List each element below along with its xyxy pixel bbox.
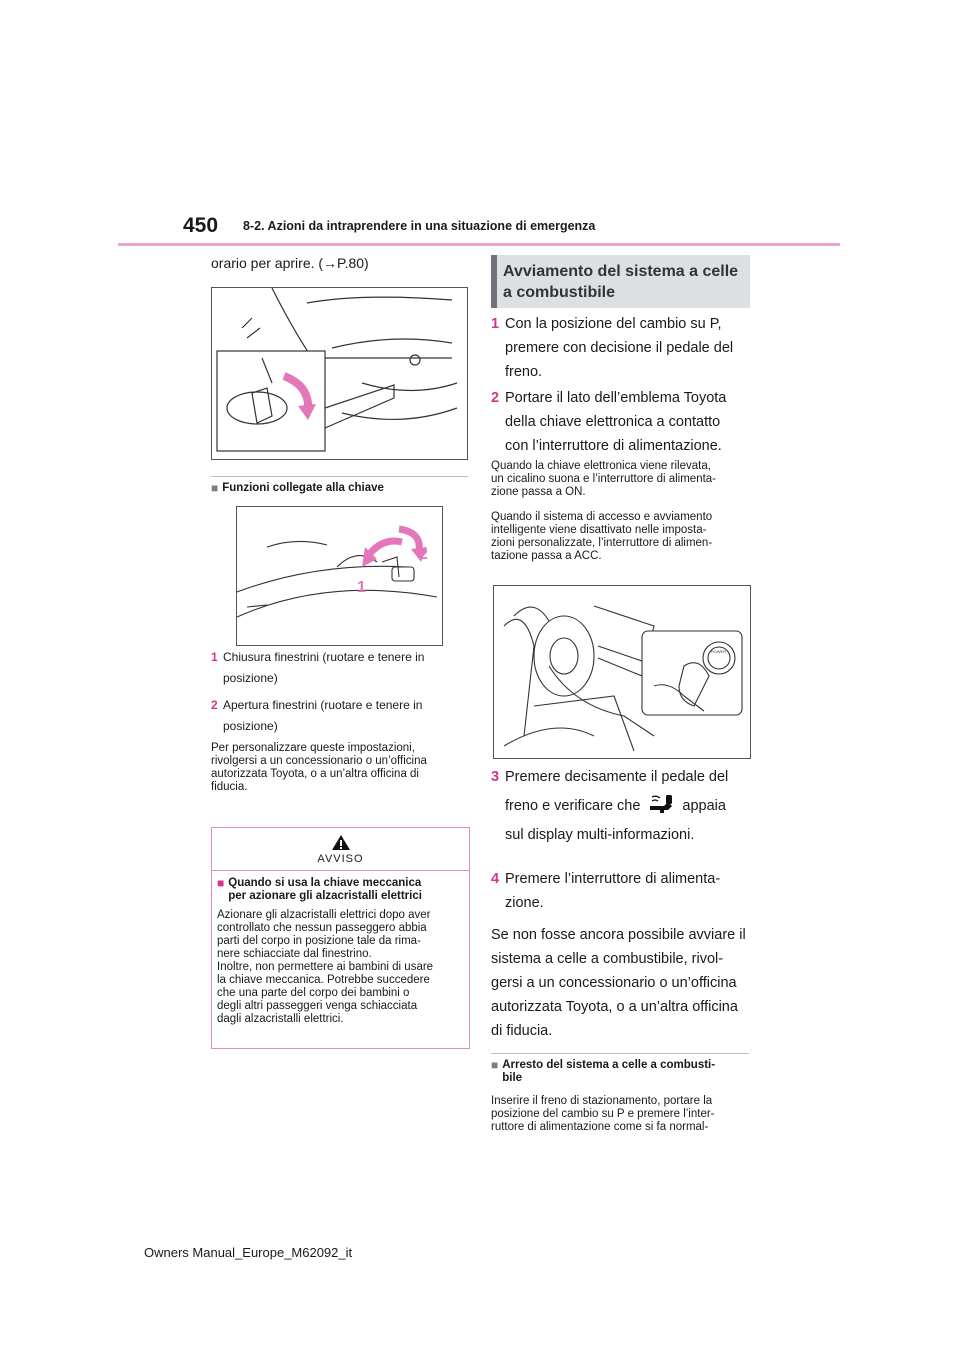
step-line: Premere decisamente il pedale del: [505, 769, 729, 785]
warning-triangle-icon: [331, 834, 351, 851]
warning-line: Azionare gli alzacristalli elettrici dopo aver: [217, 909, 431, 921]
step-text: freno e verificare che: [505, 798, 641, 814]
note-line: autorizzata Toyota, o a un’altra officina di: [211, 768, 419, 780]
banner-bar: [491, 255, 497, 308]
square-bullet-icon: ■: [211, 481, 219, 495]
warning-box: [211, 827, 470, 1049]
list-text: posizione): [223, 719, 278, 733]
step-line: della chiave elettronica a contatto: [505, 414, 721, 430]
power-switch-drawing: [494, 586, 750, 758]
step-line: [505, 789, 728, 823]
footer-text: Owners Manual_Europe_M62092_it: [144, 1245, 353, 1260]
step-number: 1: [491, 316, 500, 332]
warning-title: AVVISO: [317, 852, 364, 865]
list-text: Apertura finestrini (ruotare e tenere in: [223, 698, 423, 712]
warning-line: parti del corpo in posizione tale da rima-: [217, 935, 421, 947]
step-line: premere con decisione il pedale del: [505, 340, 734, 356]
rear-door-keyhole-drawing: [212, 288, 467, 459]
list-item: [211, 647, 424, 689]
note-line: un cicalino suona e l’interruttore di alimenta-: [491, 473, 717, 485]
list-text: posizione): [223, 671, 278, 685]
paragraph-line: gersi a un concessionario o un’officina: [491, 975, 737, 991]
step-3: [491, 765, 728, 847]
warning-body: [212, 871, 469, 1026]
banner-line: Avviamento del sistema a celle: [503, 263, 739, 280]
step-2: [491, 386, 726, 458]
warning-line: controllato che nessun passeggero abbia: [217, 922, 427, 934]
text-line: ruttore di alimentazione come si fa normal-: [491, 1121, 709, 1133]
warning-subhead-line: Quando si usa la chiave meccanica: [228, 877, 422, 889]
square-bullet-icon: ■: [217, 876, 225, 890]
lead-text: orario per aprire. (→P.80): [211, 255, 369, 271]
list-number: 2: [211, 698, 218, 712]
warning-text: [217, 909, 464, 1026]
power-switch-illustration: [493, 585, 751, 759]
text-line: posizione del cambio su P e premere l’inter-: [491, 1108, 715, 1120]
square-bullet-icon: ■: [491, 1058, 499, 1072]
customization-note: [211, 742, 427, 794]
note-line: zioni personalizzate, l’interruttore di alimen-: [491, 537, 713, 549]
page-number: 450: [183, 214, 219, 237]
header-rule: [118, 243, 840, 246]
banner-title: [503, 261, 738, 303]
step-line: Premere l’interruttore di alimenta-: [505, 871, 721, 887]
warning-line: degli altri passeggeri venga schiacciata: [217, 1000, 418, 1012]
step-number: 4: [491, 871, 500, 887]
paragraph-line: di fiducia.: [491, 1023, 553, 1039]
separator: [211, 476, 468, 477]
list-number: 1: [211, 650, 218, 664]
warning-subhead-line: per azionare gli alzacristalli elettrici: [228, 890, 422, 902]
banner-line: a combustibile: [503, 284, 616, 301]
step-number: 3: [491, 769, 500, 785]
warning-line: nere schiacciate dal finestrino.: [217, 948, 372, 960]
step-number: 2: [491, 390, 500, 406]
step-text: appaia: [682, 798, 726, 814]
separator: [491, 1053, 749, 1054]
step-line: sul display multi-informazioni.: [505, 827, 695, 843]
warning-line: che una parte del corpo dei bambini o: [217, 987, 410, 999]
smart-entry-note: [491, 511, 712, 563]
key-indicator-icon: [646, 793, 676, 819]
note-line: Quando la chiave elettronica viene rilevata,: [491, 460, 711, 472]
step-line: con l’interruttore di alimentazione.: [505, 438, 722, 454]
stop-procedure-text: [491, 1095, 715, 1134]
step-4: [491, 867, 720, 915]
note-line: tazione passa a ACC.: [491, 550, 602, 562]
note-line: zione passa a ON.: [491, 486, 586, 498]
warning-line: la chiave meccanica. Potrebbe succedere: [217, 974, 430, 986]
subhead-stop-system: [491, 1059, 715, 1085]
text-line: Inserire il freno di stazionamento, portare la: [491, 1095, 713, 1107]
step-line: zione.: [505, 895, 544, 911]
callout-2: 2: [419, 546, 428, 563]
section-title: 8-2. Azioni da intraprendere in una situazione di emergenza: [243, 219, 596, 233]
note-line: Per personalizzare queste impostazioni,: [211, 742, 415, 754]
subhead-line: bile: [502, 1072, 523, 1084]
step-1: [491, 312, 733, 384]
paragraph-line: autorizzata Toyota, o a un’altra officina: [491, 999, 738, 1015]
note-line: intelligente viene disattivato nelle imposta-: [491, 524, 707, 536]
subhead-text: Funzioni collegate alla chiave: [222, 482, 384, 494]
warning-line: dagli alzacristalli elettrici.: [217, 1013, 344, 1025]
rear-door-keyhole-illustration: [211, 287, 468, 460]
key-window-function-drawing: [237, 507, 442, 645]
list-text: Chiusura finestrini (ruotare e tenere in: [223, 650, 425, 664]
fallback-paragraph: [491, 923, 746, 1043]
step-line: Con la posizione del cambio su P,: [505, 316, 722, 332]
step-line: Portare il lato dell’emblema Toyota: [505, 390, 727, 406]
callout-1: 1: [357, 579, 366, 596]
subhead-line: Arresto del sistema a celle a combusti-: [502, 1059, 716, 1071]
warning-header: [212, 828, 469, 871]
note-line: rivolgersi a un concessionario o un’officina: [211, 755, 427, 767]
power-switch-label: POWER: [711, 649, 727, 654]
step-line: freno.: [505, 364, 543, 380]
section-banner: [491, 255, 750, 308]
warning-line: Inoltre, non permettere ai bambini di usare: [217, 961, 434, 973]
subhead-key-functions: [211, 482, 384, 494]
list-item: [211, 695, 422, 737]
note-line: Quando il sistema di accesso e avviamento: [491, 511, 713, 523]
paragraph-line: Se non fosse ancora possibile avviare il: [491, 927, 746, 943]
note-line: fiducia.: [211, 781, 248, 793]
paragraph-line: sistema a celle a combustibile, rivol-: [491, 951, 724, 967]
warning-subhead: [217, 877, 464, 903]
key-window-function-illustration: [236, 506, 443, 646]
detection-note: [491, 460, 716, 499]
